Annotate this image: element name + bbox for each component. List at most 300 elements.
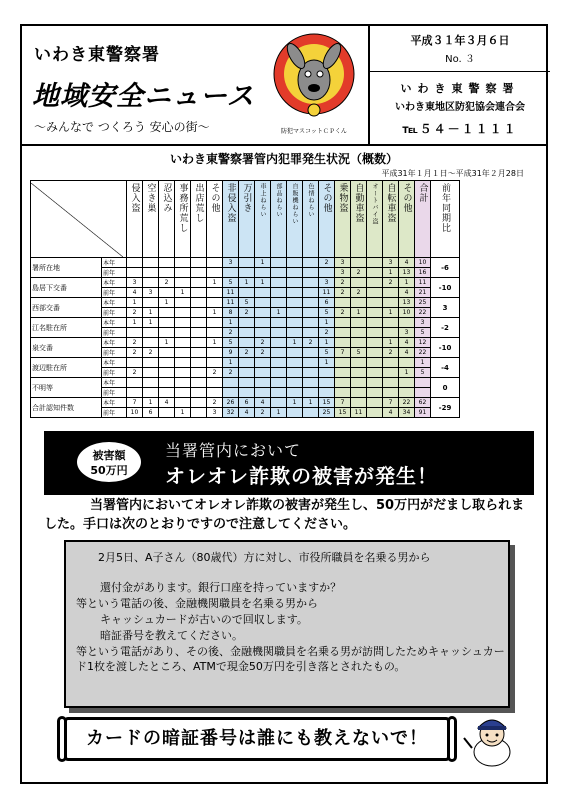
yoy-diff-cell: -2 [431,318,460,338]
value-cell [223,388,239,398]
value-cell: 2 [255,408,271,418]
value-cell [335,328,351,338]
value-cell: 2 [335,278,351,288]
value-cell [367,358,383,368]
station-cell: 渡辺駐在所 [31,358,102,378]
value-cell [175,258,191,268]
value-cell: 3 [127,278,143,288]
mascot-caption: 防犯マスコットＣＰくん [281,128,347,135]
value-cell [127,328,143,338]
value-cell [287,388,303,398]
value-cell [159,378,175,388]
value-cell [175,268,191,278]
mo-para4: キャッシュカードが古いので回収します。 [100,613,308,626]
column-header [207,181,223,258]
value-cell: 1 [207,338,223,348]
value-cell [207,258,223,268]
org-association: いわき東地区防犯協会連合会 [395,102,525,113]
value-cell [271,398,287,408]
issue-number: No. ３ [445,54,475,65]
station-cell: 西部交番 [31,298,102,318]
value-cell [351,298,367,308]
value-cell [287,298,303,308]
value-cell [175,348,191,358]
value-cell [191,288,207,298]
value-cell: 2 [319,258,335,268]
value-cell [159,318,175,328]
value-cell [191,388,207,398]
value-cell: 1 [143,308,159,318]
value-cell [367,348,383,358]
value-cell [159,328,175,338]
value-cell [287,308,303,318]
value-cell [127,258,143,268]
value-cell [303,408,319,418]
value-cell [303,268,319,278]
value-cell [287,278,303,288]
column-label: その他 [401,183,412,213]
value-cell: 13 [399,268,415,278]
value-cell: 2 [127,348,143,358]
police-mascot [460,708,524,768]
value-cell [255,308,271,318]
year-cell: 前年 [102,348,127,358]
value-cell: 62 [415,398,431,408]
value-cell: 16 [415,268,431,278]
column-header [175,181,191,258]
value-cell [143,298,159,308]
value-cell: 1 [271,408,287,418]
value-cell [207,298,223,308]
column-label: 非侵入盗 [225,183,236,223]
value-cell: 5 [319,348,335,358]
table-title: いわき東警察署管内犯罪発生状況（概数） [169,152,398,166]
value-cell: 1 [223,358,239,368]
alert-line1: 当署管内において [165,441,302,460]
value-cell [143,258,159,268]
value-cell [191,268,207,278]
value-cell: 1 [319,358,335,368]
value-cell: 25 [319,408,335,418]
value-cell [159,268,175,278]
crime-table [30,180,460,418]
value-cell [367,278,383,288]
column-header [271,181,287,258]
value-cell: 1 [415,358,431,368]
value-cell: 1 [351,308,367,318]
value-cell [191,258,207,268]
column-label: 部品ねらい [275,183,282,218]
column-header [335,181,351,258]
column-header [143,181,159,258]
station-cell: 島居下交番 [31,278,102,298]
value-cell [271,378,287,388]
table-row [31,398,460,408]
value-cell [335,298,351,308]
value-cell [367,398,383,408]
column-header [319,181,335,258]
value-cell [367,368,383,378]
value-cell: 3 [335,268,351,278]
value-cell: 2 [159,278,175,288]
value-cell: 3 [319,278,335,288]
value-cell [159,408,175,418]
value-cell: 1 [159,298,175,308]
value-cell: 4 [383,408,399,418]
value-cell [175,378,191,388]
value-cell [383,288,399,298]
value-cell [175,368,191,378]
value-cell [255,268,271,278]
value-cell: 2 [127,308,143,318]
value-cell [127,268,143,278]
value-cell: 2 [383,348,399,358]
table-header-row [31,181,460,258]
value-cell [255,328,271,338]
value-cell [383,378,399,388]
value-cell [335,338,351,348]
value-cell: 1 [383,308,399,318]
yoy-diff-cell: 0 [431,378,460,398]
yoy-diff-cell: -4 [431,358,460,378]
value-cell [143,328,159,338]
station-cell: 署所在地 [31,258,102,278]
value-cell [383,388,399,398]
table-corner [31,181,127,258]
value-cell: 1 [383,338,399,348]
value-cell [239,378,255,388]
year-cell: 本年 [102,338,127,348]
value-cell [143,338,159,348]
value-cell: 10 [415,258,431,268]
value-cell [191,408,207,418]
value-cell: 1 [287,338,303,348]
value-cell [271,338,287,348]
year-cell: 前年 [102,268,127,278]
value-cell: 1 [239,278,255,288]
value-cell [271,288,287,298]
station-cell: 泉交番 [31,338,102,358]
value-cell [287,368,303,378]
value-cell: 7 [335,398,351,408]
value-cell: 10 [127,408,143,418]
value-cell: 22 [399,398,415,408]
value-cell [351,358,367,368]
value-cell [399,378,415,388]
value-cell [175,358,191,368]
value-cell: 7 [335,348,351,358]
value-cell [367,258,383,268]
value-cell [159,308,175,318]
column-label: 自転車盗 [385,183,396,223]
value-cell: 3 [415,318,431,328]
value-cell [303,368,319,378]
value-cell [287,288,303,298]
value-cell [415,378,431,388]
value-cell [319,268,335,278]
value-cell: 2 [383,278,399,288]
value-cell [175,338,191,348]
value-cell [271,358,287,368]
intro-paragraph: 当署管内においてオレオレ詐欺の被害が発生し、50万円がだまし取られました。手口は次のとおりですので注意してください。 [44,498,525,532]
value-cell [271,368,287,378]
badge-line2: 50万円 [90,464,128,477]
value-cell: 11 [351,408,367,418]
alert-banner [44,431,534,495]
value-cell: 1 [159,338,175,348]
value-cell [239,268,255,278]
value-cell [175,398,191,408]
value-cell: 21 [415,288,431,298]
value-cell [351,368,367,378]
value-cell [287,328,303,338]
value-cell [239,338,255,348]
value-cell: 2 [351,268,367,278]
year-cell: 前年 [102,388,127,398]
column-label: 自動車盗 [353,183,364,223]
column-label: 空き巣 [145,183,156,213]
table-row [31,298,460,308]
value-cell [191,278,207,288]
value-cell [399,388,415,398]
value-cell [287,318,303,328]
value-cell: 3 [383,258,399,268]
station-cell: 合計認知件数 [31,398,102,418]
value-cell [255,388,271,398]
value-cell: 5 [223,278,239,288]
value-cell: 91 [415,408,431,418]
value-cell [239,328,255,338]
year-cell: 前年 [102,368,127,378]
value-cell [383,298,399,308]
value-cell [367,388,383,398]
value-cell: 4 [239,408,255,418]
header-divider [20,144,548,146]
value-cell: 25 [415,298,431,308]
column-label: 万引き [241,183,252,213]
value-cell [287,408,303,418]
value-cell [367,288,383,298]
value-cell: 2 [239,348,255,358]
value-cell: 1 [127,318,143,328]
value-cell [303,258,319,268]
value-cell: 4 [127,288,143,298]
column-label: その他 [209,183,220,213]
value-cell [191,378,207,388]
value-cell [303,348,319,358]
value-cell: 1 [319,318,335,328]
value-cell: 2 [223,328,239,338]
divider [370,71,550,72]
value-cell [191,328,207,338]
value-cell: 4 [399,258,415,268]
value-cell [207,378,223,388]
value-cell: 3 [143,288,159,298]
header-left [30,32,260,142]
value-cell: 7 [383,398,399,408]
value-cell [335,318,351,328]
station-name: いわき東警察署 [34,45,160,65]
value-cell [287,268,303,278]
value-cell [127,378,143,388]
value-cell: 22 [415,348,431,358]
issue-date: 平成３１年３月６日 [410,34,510,47]
value-cell: 11 [319,288,335,298]
value-cell [175,308,191,318]
value-cell [223,378,239,388]
value-cell: 2 [255,338,271,348]
value-cell: 15 [319,398,335,408]
value-cell: 2 [335,308,351,318]
value-cell: 1 [383,268,399,278]
value-cell: 5 [319,308,335,318]
column-header [415,181,431,258]
slogan: ～みんなで つくろう 安心の街～ [34,120,210,134]
value-cell [335,368,351,378]
value-cell [303,388,319,398]
value-cell [191,298,207,308]
value-cell: 11 [223,288,239,298]
value-cell [367,318,383,328]
value-cell: 1 [255,278,271,288]
value-cell [367,408,383,418]
value-cell [255,358,271,368]
column-header [351,181,367,258]
column-label: オートバイ盗 [371,183,378,225]
column-label: 車上ねらい [259,183,266,218]
value-cell: 1 [319,338,335,348]
value-cell: 4 [159,398,175,408]
yoy-diff-cell: -10 [431,278,460,298]
value-cell: 3 [335,258,351,268]
value-cell [191,318,207,328]
value-cell [175,278,191,288]
column-header [127,181,143,258]
value-cell: 1 [127,298,143,308]
value-cell: 15 [335,408,351,418]
value-cell [159,258,175,268]
year-cell: 本年 [102,358,127,368]
value-cell: 1 [175,288,191,298]
damage-badge [75,440,143,484]
yoy-diff-cell: 3 [431,298,460,318]
telephone: ℡５４－１１１１ [402,122,518,136]
value-cell [207,358,223,368]
column-header [255,181,271,258]
value-cell: 1 [255,258,271,268]
value-cell [351,328,367,338]
value-cell [351,258,367,268]
value-cell: 6 [319,298,335,308]
mascot-logo [270,30,358,140]
column-label: 乗物盗 [337,183,348,213]
value-cell: 2 [143,348,159,358]
year-cell: 本年 [102,398,127,408]
mo-para5: 暗証番号を教えてください。 [100,629,243,642]
column-label: 忍込み [161,183,172,213]
value-cell [351,388,367,398]
header-right [368,24,550,145]
yoy-diff-cell: -10 [431,338,460,358]
value-cell: 32 [223,408,239,418]
year-cell: 前年 [102,308,127,318]
value-cell [207,288,223,298]
value-cell: 11 [415,278,431,288]
value-cell [239,288,255,298]
value-cell [383,368,399,378]
value-cell: 5 [351,348,367,358]
value-cell: 2 [127,368,143,378]
value-cell: 2 [127,338,143,348]
column-label: その他 [321,183,332,213]
year-cell: 本年 [102,258,127,268]
year-cell: 前年 [102,288,127,298]
modus-operandi-box [64,540,510,708]
column-header [367,181,383,258]
value-cell: 2 [239,308,255,318]
yoy-diff-cell: -29 [431,398,460,418]
police-officer-icon [460,708,524,768]
value-cell [351,278,367,288]
value-cell [335,358,351,368]
column-label: 色情ねらい [307,183,314,218]
badge-line1: 被害額 [92,449,126,462]
value-cell [303,318,319,328]
value-cell [191,368,207,378]
year-cell: 本年 [102,318,127,328]
value-cell [159,358,175,368]
year-cell: 本年 [102,298,127,308]
value-cell [191,358,207,368]
value-cell [351,398,367,408]
column-label: 合計 [417,183,428,203]
value-cell [143,358,159,368]
column-header [287,181,303,258]
yoy-diff-cell: -6 [431,258,460,278]
value-cell [255,368,271,378]
value-cell: 1 [303,398,319,408]
value-cell [159,348,175,358]
value-cell: 10 [399,308,415,318]
year-cell: 本年 [102,278,127,288]
mascot-dog-icon [270,30,358,126]
column-header [303,181,319,258]
value-cell [207,388,223,398]
value-cell [159,368,175,378]
value-cell: 1 [143,318,159,328]
value-cell [159,388,175,398]
table-row [31,338,460,348]
mo-para3: 等という電話の後、金融機関職員を名乗る男から [76,597,318,610]
value-cell [239,368,255,378]
value-cell [191,308,207,318]
value-cell: 12 [415,338,431,348]
value-cell: 1 [207,308,223,318]
value-cell: 4 [399,338,415,348]
value-cell [399,318,415,328]
value-cell [271,278,287,288]
value-cell [367,308,383,318]
table-row [31,378,460,388]
value-cell: 22 [415,308,431,318]
value-cell [303,278,319,288]
value-cell [319,378,335,388]
value-cell: 1 [399,278,415,288]
org-police: いわき東警察署 [400,82,520,95]
value-cell [367,378,383,388]
table-row [31,318,460,328]
column-label: 前年同期比 [440,183,450,233]
